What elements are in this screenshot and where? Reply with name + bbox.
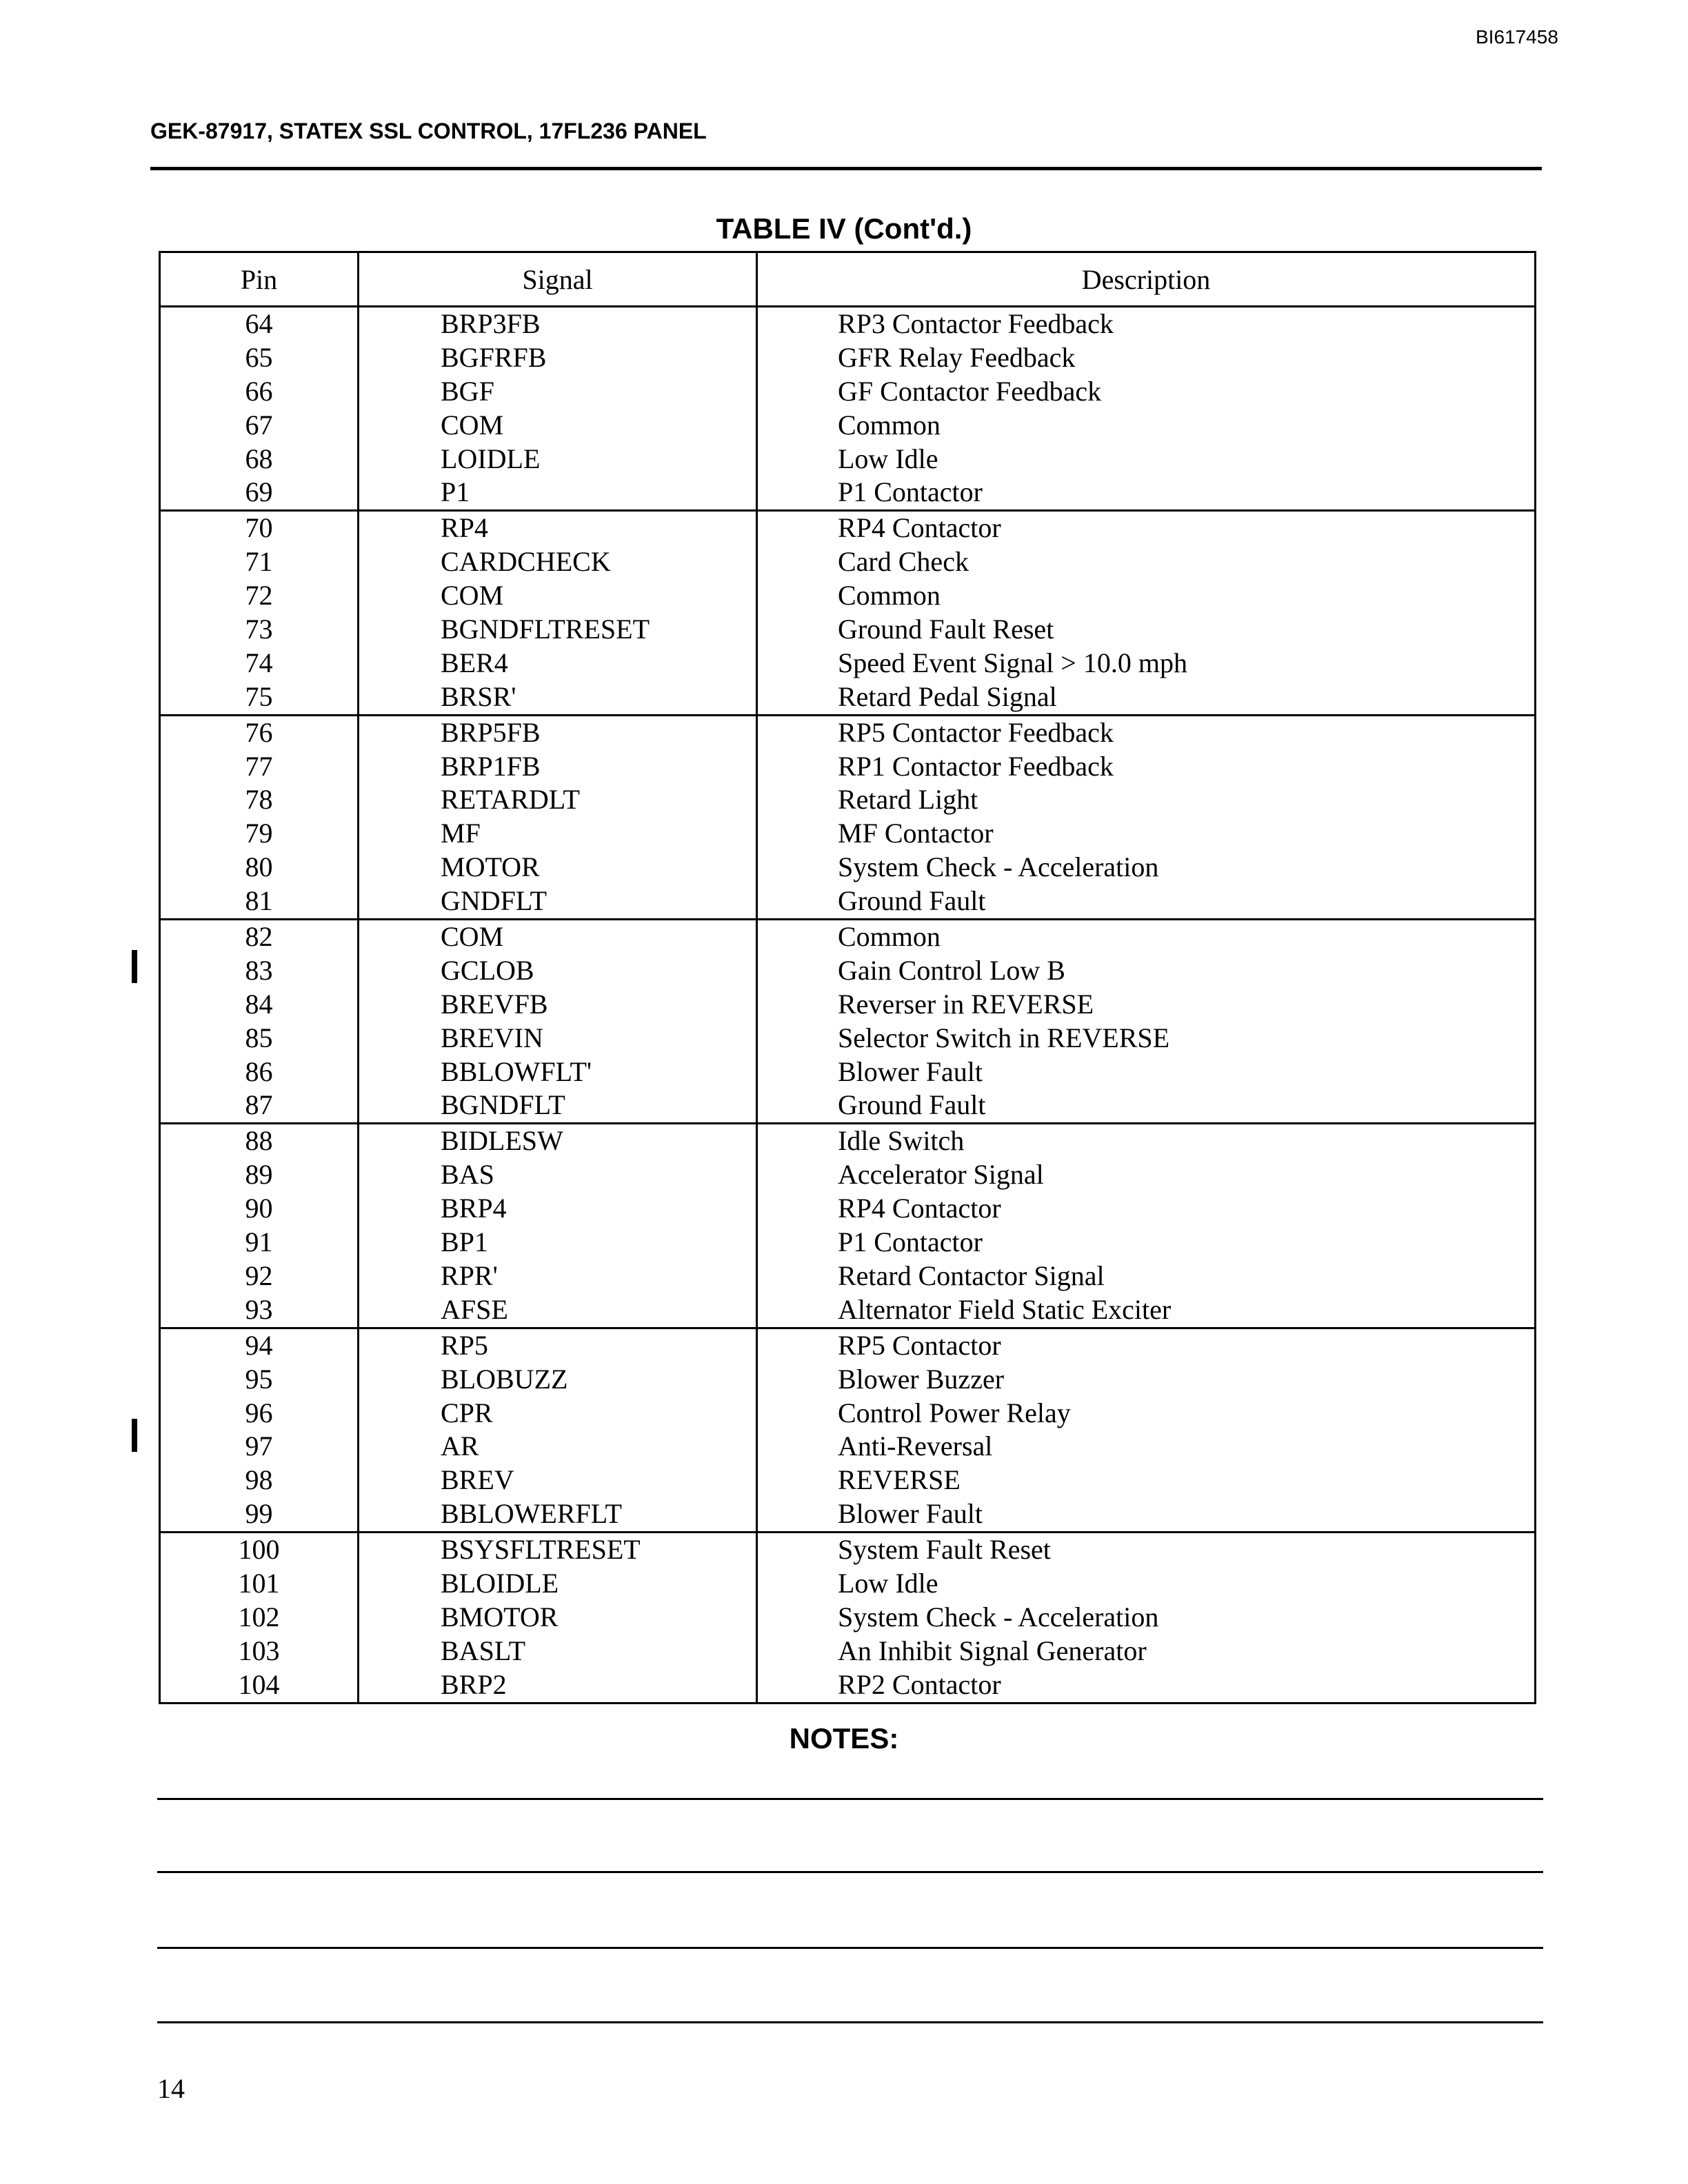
description-cell: RP4 Contactor	[838, 512, 1001, 544]
description-cell: Gain Control Low B	[838, 954, 1065, 986]
signal-cell: RP5	[359, 1329, 758, 1363]
pin-cell: 77	[161, 750, 359, 784]
pin-cell: 89	[161, 1158, 359, 1192]
pin-cell: 91	[161, 1226, 359, 1260]
document-id: BI617458	[1476, 26, 1558, 48]
signal-cell: GCLOB	[359, 954, 758, 988]
pin-cell: 83	[161, 954, 359, 988]
description-cell: Common	[838, 580, 941, 611]
pin-cell: 92	[161, 1260, 359, 1293]
pin-cell: 73	[161, 613, 359, 647]
pin-cell: 87	[161, 1089, 359, 1122]
pin-cell: 78	[161, 783, 359, 817]
table-title: TABLE IV (Cont'd.)	[716, 212, 972, 245]
description-cell: Blower Fault	[838, 1498, 983, 1530]
table-row	[161, 1497, 1534, 1533]
signal-cell: MOTOR	[359, 851, 758, 884]
table-row	[161, 476, 1534, 512]
pin-cell: 66	[161, 375, 359, 409]
table-row	[161, 341, 1534, 375]
table-row	[161, 1430, 1534, 1464]
description-cell: RP5 Contactor	[838, 1329, 1001, 1361]
table-row	[161, 1260, 1534, 1293]
pin-cell: 100	[161, 1533, 359, 1567]
table-row	[161, 545, 1534, 579]
pin-cell: 65	[161, 341, 359, 375]
table-row	[161, 443, 1534, 476]
table-row	[161, 647, 1534, 680]
description-cell: Blower Buzzer	[838, 1363, 1005, 1395]
page-number: 14	[157, 2073, 185, 2104]
table-row	[161, 954, 1534, 988]
notes-line	[157, 2021, 1543, 2023]
pin-cell: 99	[161, 1497, 359, 1531]
description-cell: System Check - Acceleration	[838, 1601, 1159, 1632]
table-row	[161, 817, 1534, 851]
table-row	[161, 851, 1534, 884]
description-cell: Idle Switch	[838, 1125, 965, 1157]
table-row	[161, 884, 1534, 920]
pin-cell: 71	[161, 545, 359, 579]
signal-cell: BRSR'	[359, 680, 758, 714]
description-cell: Blower Fault	[838, 1055, 983, 1087]
revision-change-bar	[132, 1419, 137, 1452]
signal-cell: BP1	[359, 1226, 758, 1260]
signal-cell: BLOBUZZ	[359, 1363, 758, 1397]
description-cell: RP4 Contactor	[838, 1193, 1001, 1224]
signal-cell: BREV	[359, 1464, 758, 1497]
signal-cell: CARDCHECK	[359, 545, 758, 579]
description-cell: Common	[838, 409, 941, 441]
description-cell: Reverser in REVERSE	[838, 988, 1094, 1020]
table-row	[161, 375, 1534, 409]
table-row	[161, 1363, 1534, 1397]
column-header-pin: Pin	[161, 253, 359, 305]
description-cell: Common	[838, 921, 941, 953]
signal-cell: BIDLESW	[359, 1124, 758, 1158]
pin-cell: 75	[161, 680, 359, 714]
signal-cell: AR	[359, 1430, 758, 1464]
table-row	[161, 1464, 1534, 1497]
signal-cell: AFSE	[359, 1293, 758, 1327]
description-cell: Retard Light	[838, 784, 978, 816]
description-cell: Ground Fault Reset	[838, 614, 1054, 645]
table-row	[161, 1192, 1534, 1226]
signal-cell: BAS	[359, 1158, 758, 1192]
description-cell: An Inhibit Signal Generator	[838, 1635, 1147, 1666]
table-header-row	[161, 253, 1534, 307]
table-row	[161, 613, 1534, 647]
revision-change-bar	[132, 950, 137, 983]
description-cell: RP2 Contactor	[838, 1668, 1001, 1700]
pin-cell: 79	[161, 817, 359, 851]
table-row	[161, 783, 1534, 817]
table-row	[161, 1329, 1534, 1363]
signal-cell: COM	[359, 409, 758, 443]
table-row	[161, 409, 1534, 443]
description-cell: Retard Pedal Signal	[838, 680, 1057, 712]
table-row	[161, 1567, 1534, 1601]
signal-cell: COM	[359, 579, 758, 613]
description-cell: Low Idle	[838, 1567, 938, 1599]
notes-line	[157, 1947, 1543, 1949]
notes-heading: NOTES:	[789, 1722, 899, 1755]
table-row	[161, 750, 1534, 784]
signal-cell: BGF	[359, 375, 758, 409]
notes-line	[157, 1871, 1543, 1873]
signal-cell: BRP5FB	[359, 716, 758, 750]
signal-cell: BREVFB	[359, 988, 758, 1022]
description-cell: System Check - Acceleration	[838, 851, 1159, 883]
pin-cell: 82	[161, 920, 359, 954]
signal-cell: BLOIDLE	[359, 1567, 758, 1601]
table-row	[161, 1601, 1534, 1635]
pin-cell: 84	[161, 988, 359, 1022]
pin-cell: 94	[161, 1329, 359, 1363]
signal-cell: P1	[359, 476, 758, 509]
table-row	[161, 1158, 1534, 1192]
description-cell: P1 Contactor	[838, 476, 983, 508]
signal-cell: BRP4	[359, 1192, 758, 1226]
pin-cell: 64	[161, 307, 359, 341]
table-row	[161, 1226, 1534, 1260]
signal-cell: BASLT	[359, 1635, 758, 1668]
description-cell: GF Contactor Feedback	[838, 375, 1102, 407]
table-row	[161, 1397, 1534, 1430]
pin-cell: 69	[161, 476, 359, 509]
pin-cell: 96	[161, 1397, 359, 1430]
description-cell: MF Contactor	[838, 818, 994, 849]
table-row	[161, 512, 1534, 545]
notes-line	[157, 1798, 1543, 1800]
description-cell: Low Idle	[838, 443, 938, 474]
table-row	[161, 716, 1534, 750]
description-cell: Control Power Relay	[838, 1397, 1071, 1428]
column-header-signal: Signal	[359, 253, 758, 305]
signal-cell: BMOTOR	[359, 1601, 758, 1635]
signal-cell: BRP1FB	[359, 750, 758, 784]
header-rule	[150, 167, 1542, 170]
pin-cell: 74	[161, 647, 359, 680]
pin-cell: 86	[161, 1055, 359, 1089]
description-cell: RP3 Contactor Feedback	[838, 308, 1114, 339]
description-cell: Ground Fault	[838, 1089, 986, 1121]
pin-cell: 90	[161, 1192, 359, 1226]
description-cell: Accelerator Signal	[838, 1159, 1044, 1191]
pin-cell: 76	[161, 716, 359, 750]
table-row	[161, 680, 1534, 716]
signal-cell: BER4	[359, 647, 758, 680]
pin-table	[159, 251, 1536, 1704]
pin-cell: 81	[161, 884, 359, 918]
pin-cell: 70	[161, 512, 359, 545]
pin-cell: 85	[161, 1022, 359, 1055]
page-header: GEK-87917, STATEX SSL CONTROL, 17FL236 PANEL	[150, 119, 707, 143]
table-row	[161, 1635, 1534, 1668]
pin-cell: 93	[161, 1293, 359, 1327]
signal-cell: BBLOWFLT'	[359, 1055, 758, 1089]
signal-cell: BGNDFLT	[359, 1089, 758, 1122]
description-cell: Card Check	[838, 546, 969, 578]
signal-cell: BRP2	[359, 1668, 758, 1702]
pin-cell: 68	[161, 443, 359, 476]
table-row	[161, 920, 1534, 954]
table-row	[161, 1293, 1534, 1329]
description-cell: Ground Fault	[838, 885, 986, 917]
table-row	[161, 1022, 1534, 1055]
signal-cell: RETARDLT	[359, 783, 758, 817]
pin-cell: 88	[161, 1124, 359, 1158]
pin-cell: 104	[161, 1668, 359, 1702]
signal-cell: BGFRFB	[359, 341, 758, 375]
signal-cell: COM	[359, 920, 758, 954]
signal-cell: BGNDFLTRESET	[359, 613, 758, 647]
table-row	[161, 1668, 1534, 1702]
signal-cell: BREVIN	[359, 1022, 758, 1055]
signal-cell: CPR	[359, 1397, 758, 1430]
description-cell: RP5 Contactor Feedback	[838, 716, 1114, 748]
table-row	[161, 579, 1534, 613]
table-row	[161, 1055, 1534, 1089]
pin-cell: 98	[161, 1464, 359, 1497]
table-row	[161, 1089, 1534, 1124]
signal-cell: MF	[359, 817, 758, 851]
description-cell: System Fault Reset	[838, 1534, 1051, 1566]
signal-cell: RPR'	[359, 1260, 758, 1293]
signal-cell: LOIDLE	[359, 443, 758, 476]
description-cell: RP1 Contactor Feedback	[838, 750, 1114, 782]
description-cell: GFR Relay Feedback	[838, 341, 1076, 373]
description-cell: Selector Switch in REVERSE	[838, 1022, 1170, 1053]
signal-cell: GNDFLT	[359, 884, 758, 918]
pin-cell: 101	[161, 1567, 359, 1601]
table-row	[161, 307, 1534, 341]
signal-cell: BRP3FB	[359, 307, 758, 341]
description-cell: Alternator Field Static Exciter	[838, 1293, 1172, 1325]
pin-cell: 102	[161, 1601, 359, 1635]
description-cell: P1 Contactor	[838, 1226, 983, 1258]
description-cell: Speed Event Signal > 10.0 mph	[838, 647, 1187, 678]
description-cell: Retard Contactor Signal	[838, 1260, 1105, 1291]
description-cell: REVERSE	[838, 1464, 961, 1496]
pin-cell: 80	[161, 851, 359, 884]
signal-cell: BBLOWERFLT	[359, 1497, 758, 1531]
pin-cell: 72	[161, 579, 359, 613]
table-row	[161, 1124, 1534, 1158]
signal-cell: BSYSFLTRESET	[359, 1533, 758, 1567]
pin-cell: 95	[161, 1363, 359, 1397]
description-cell: Anti-Reversal	[838, 1430, 993, 1462]
pin-cell: 103	[161, 1635, 359, 1668]
column-header-description: Description	[1081, 263, 1211, 295]
table-row	[161, 988, 1534, 1022]
table-row	[161, 1533, 1534, 1567]
pin-cell: 97	[161, 1430, 359, 1464]
signal-cell: RP4	[359, 512, 758, 545]
pin-cell: 67	[161, 409, 359, 443]
